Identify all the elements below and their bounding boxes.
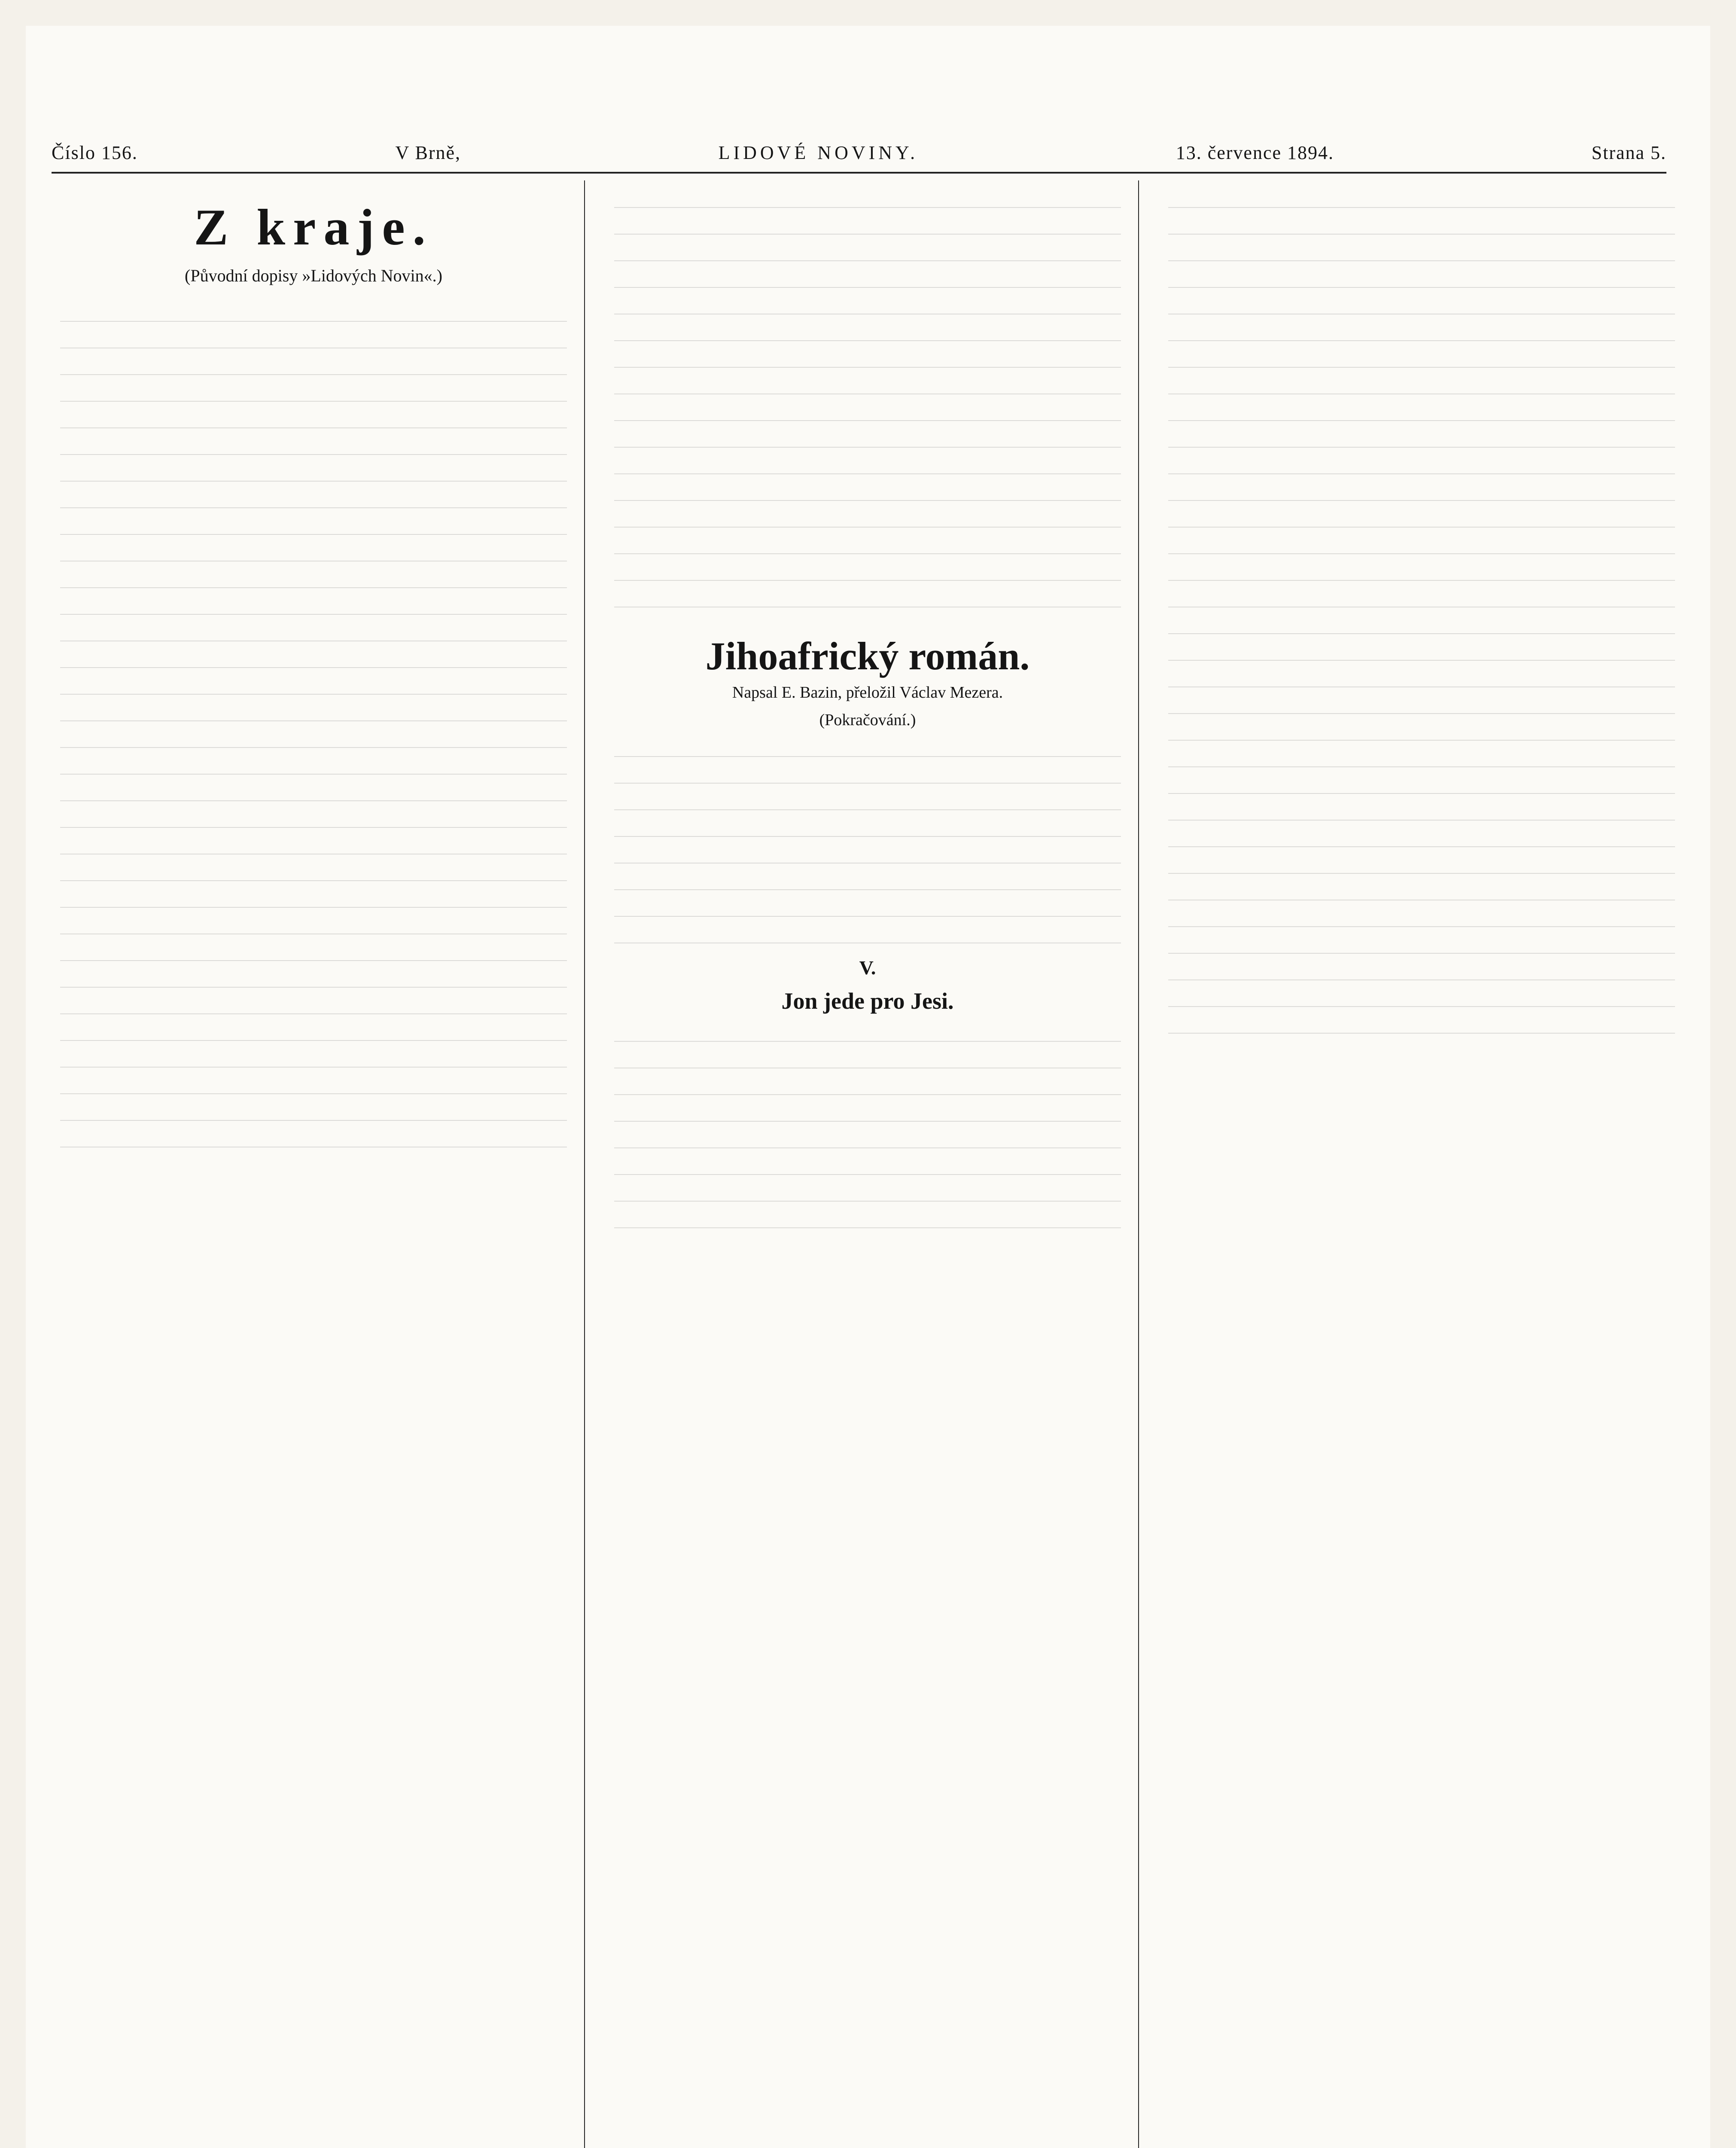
serial-chapter: V. xyxy=(859,957,876,979)
body-text-placeholder xyxy=(614,738,1121,943)
column-rule xyxy=(584,180,585,2148)
body-text-placeholder xyxy=(614,189,1121,607)
column-2 xyxy=(606,180,1130,2148)
column-3 xyxy=(1160,180,1684,2148)
serial-title: Jihoafrický román. xyxy=(705,634,1030,678)
body-text-placeholder xyxy=(1168,189,1675,1034)
serial-byline: Napsal E. Bazin, přeložil Václav Mezera. xyxy=(732,683,1003,702)
body-text-placeholder xyxy=(60,303,567,1147)
header-rule xyxy=(52,172,1666,174)
column-1 xyxy=(52,180,576,2148)
issue-number: Číslo 156. xyxy=(52,142,138,163)
serial-continued: (Pokračování.) xyxy=(819,711,916,729)
serial-heading: Jon jede pro Jesi. xyxy=(781,988,954,1014)
date: 13. července 1894. xyxy=(1176,142,1334,163)
header-row xyxy=(52,137,1666,168)
section-title: Z kraje. xyxy=(194,198,433,256)
column-rule xyxy=(1138,180,1139,2148)
section-subtitle: (Původní dopisy »Lidových Novin«.) xyxy=(185,266,442,285)
masthead: LIDOVÉ NOVINY. xyxy=(718,142,919,163)
place: V Brně, xyxy=(395,142,461,163)
page-number: Strana 5. xyxy=(1591,142,1666,163)
body-text-placeholder xyxy=(614,1023,1121,1228)
